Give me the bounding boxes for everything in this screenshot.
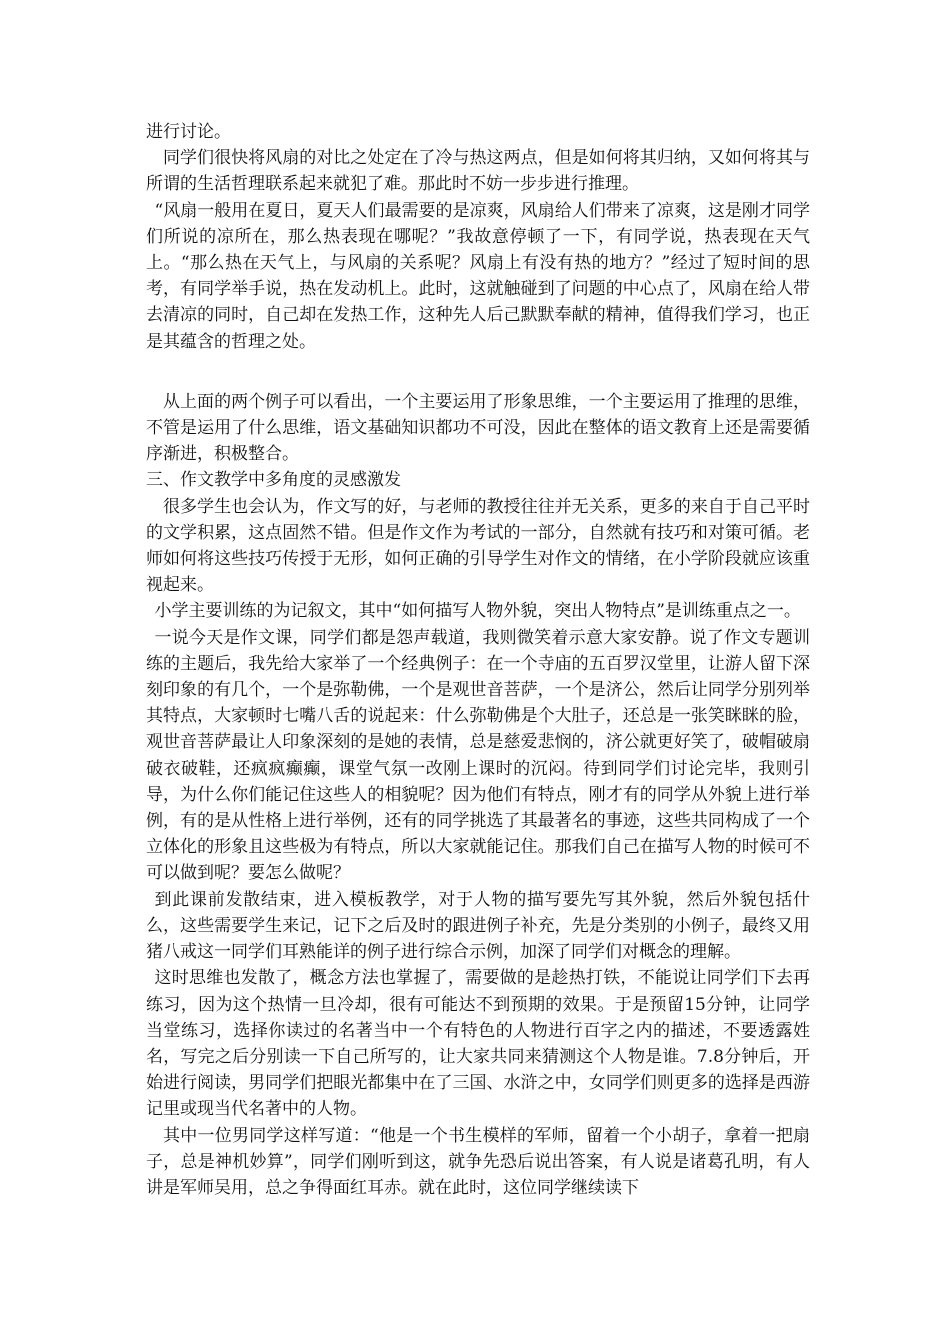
paragraph-10: 其中一位男同学这样写道：“他是一个书生模样的军师，留着一个小胡子，拿着一把扇子，总是神机妙算”，同学们刚听到这，就争先恐后说出答案，有人说是诸葛孔明，有人讲是军师吴用，总之争得面红耳赤。就在此时，这位同学继续读下 <box>146 1125 810 1198</box>
paragraph-3: “风扇一般用在夏日，夏天人们最需要的是凉爽，风扇给人们带来了凉爽，这是刚才同学们所说的凉所在，那么热表现在哪呢？”我故意停顿了一下，有同学说，热表现在天气上。“那么热在天气上，与风扇的关系呢？风扇上有没有热的地方？”经过了短时间的思考，有同学举手说，热在发动机上。此时，这就触碰到了问题的中心点了，风扇在给人带去清凉的同时，自己却在发热工作，这种先人后己默默奉献的精神，值得我们学习，也正是其蕴含的哲理之处。 <box>146 200 810 352</box>
paragraph-4: 从上面的两个例子可以看出，一个主要运用了形象思维，一个主要运用了推理的思维，不管是运用了什么思维，语文基础知识都功不可没，因此在整体的语文教育上还是需要循序渐进，积极整合。 <box>146 391 810 465</box>
paragraph-6: 小学主要训练的为记叙文，其中“如何描写人物外貌，突出人物特点”是训练重点之一。 <box>154 601 801 622</box>
paragraph-1: 进行讨论。 <box>146 122 231 142</box>
section-heading: 三、作文教学中多角度的灵感激发 <box>146 470 401 491</box>
document-page <box>146 119 810 1201</box>
paragraph-5: 很多学生也会认为，作文写的好，与老师的教授往往并无关系，更多的来自于自己平时的文学积累，这点固然不错。但是作文作为考试的一部分，自然就有技巧和对策可循。老师如何将这些技巧传授于无形，如何正确的引导学生对作文的情绪，在小学阶段就应该重视起来。 <box>146 496 810 596</box>
paragraph-8: 到此课前发散结束，进入模板教学，对于人物的描写要先写其外貌，然后外貌包括什么，这些需要学生来记，记下之后及时的跟进例子补充，先是分类别的小例子，最终又用猪八戒这一同学们耳熟能详的例子进行综合示例，加深了同学们对概念的理解。 <box>146 889 810 963</box>
paragraph-2: 同学们很快将风扇的对比之处定在了冷与热这两点，但是如何将其归纳，又如何将其与所谓的生活哲理联系起来就犯了难。那此时不妨一步步进行推理。 <box>146 148 810 195</box>
paragraph-7: 一说今天是作文课，同学们都是怨声载道，我则微笑着示意大家安静。说了作文专题训练的主题后，我先给大家举了一个经典例子：在一个寺庙的五百罗汉堂里，让游人留下深刻印象的有几个，一个是弥勒佛，一个是观世音菩萨，一个是济公，然后让同学分别列举其特点，大家顿时七嘴八舌的说起来：什么弥勒佛是个大肚子，还总是一张笑眯眯的脸，观世音菩萨最让人印象深刻的是她的表情，总是慈爱悲悯的，济公就更好笑了，破帽破扇破衣破鞋，还疯疯癫癫，课堂气氛一改刚上课时的沉闷。待到同学们讨论完毕，我则引导，为什么你们能记住这些人的相貌呢？因为他们有特点，刚才有的同学从外貌上进行举例，有的是从性格上进行举例，还有的同学挑选了其最著名的事迹，这些共同构成了一个立体化的形象且这些极为有特点，所以大家就能记住。那我们自己在描写人物的时候可不可以做到呢？要怎么做呢？ <box>146 627 810 884</box>
paragraph-9: 这时思维也发散了，概念方法也掌握了，需要做的是趁热打铁，不能说让同学们下去再练习，因为这个热情一旦冷却，很有可能达不到预期的效果。于是预留15分钟，让同学当堂练习，选择你读过的名著当中一个有特色的人物进行百字之内的描述，不要透露姓名，写完之后分别读一下自己所写的，让大家共同来猜测这个人物是谁。7.8分钟后，开始进行阅读，男同学们把眼光都集中在了三国、水浒之中，女同学们则更多的选择是西游记里或现当代名著中的人物。 <box>146 968 810 1120</box>
paragraph-spacer <box>146 355 810 389</box>
